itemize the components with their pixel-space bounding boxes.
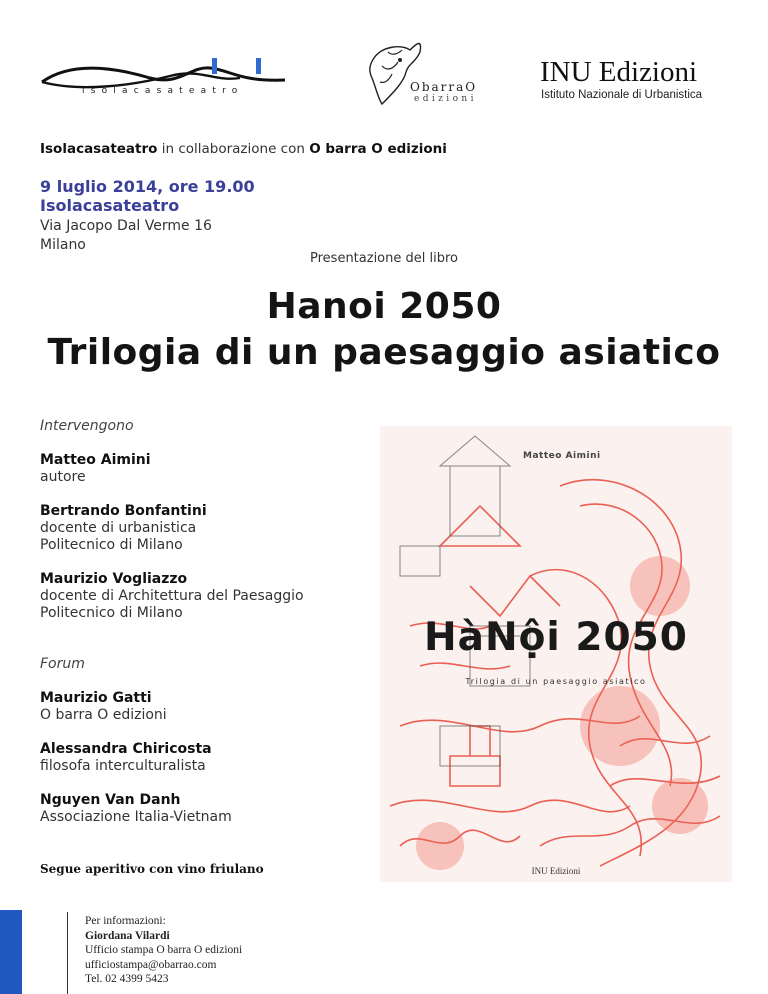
collaboration-line xyxy=(40,141,447,157)
speaker-role: O barra O edizioni xyxy=(40,707,167,723)
blue-accent-bar xyxy=(0,910,22,994)
info-phone: Tel. 02 4399 5423 xyxy=(85,973,169,985)
obarrao-logo-sub: edizioni xyxy=(414,94,477,104)
speaker-name: Maurizio Gatti xyxy=(40,690,152,706)
cover-publisher: INU Edizioni xyxy=(531,866,581,876)
speaker-role: Associazione Italia-Vietnam xyxy=(40,809,232,825)
speaker-role: autore xyxy=(40,469,86,485)
info-divider xyxy=(67,912,68,994)
speaker-name: Bertrando Bonfantini xyxy=(40,503,207,519)
speaker-role: docente di Architettura del Paesaggio xyxy=(40,588,304,604)
title-line-1: Hanoi 2050 xyxy=(266,286,502,327)
collab-org2: O barra O edizioni xyxy=(309,141,447,157)
info-label: Per informazioni: xyxy=(85,915,166,927)
page-title xyxy=(0,284,768,376)
speaker-name: Nguyen Van Danh xyxy=(40,792,181,808)
speakers-list xyxy=(40,418,360,826)
aperitivo-note: Segue aperitivo con vino friulano xyxy=(40,862,264,876)
info-office: Ufficio stampa O barra O edizioni xyxy=(85,944,243,956)
collab-org1: Isolacasateatro xyxy=(40,141,158,157)
cover-title: HàNội 2050 xyxy=(424,615,688,660)
collab-middle: in collaborazione con xyxy=(157,141,310,157)
speaker-name: Matteo Aimini xyxy=(40,452,151,468)
event-city: Milano xyxy=(40,237,86,253)
speaker-name: Maurizio Vogliazzo xyxy=(40,571,188,587)
speaker-role: filosofa interculturalista xyxy=(40,758,206,774)
contact-info xyxy=(85,914,242,987)
event-address-block xyxy=(40,217,212,255)
event-venue-name: Isolacasateatro xyxy=(40,196,180,215)
inu-logo-title: INU Edizioni xyxy=(540,56,698,88)
event-date-block xyxy=(40,177,255,215)
info-email[interactable]: ufficiostampa@obarrao.com xyxy=(85,958,217,971)
inu-logo-sub: Istituto Nazionale di Urbanistica xyxy=(541,89,703,101)
isolacasateatro-logo xyxy=(40,52,290,104)
presentation-label: Presentazione del libro xyxy=(310,251,458,266)
title-line-2: Trilogia di un paesaggio asiatico xyxy=(47,332,721,373)
event-address: Via Jacopo Dal Verme 16 xyxy=(40,218,212,234)
speaker-name: Alessandra Chiricosta xyxy=(40,741,212,757)
cover-author: Matteo Aimini xyxy=(523,451,601,461)
speaker-affiliation: Politecnico di Milano xyxy=(40,537,183,553)
isolacasateatro-logo-text: isolacasateatro xyxy=(82,86,244,96)
info-name: Giordana Vilardi xyxy=(85,929,170,942)
obarrao-logo-name: ObarraO xyxy=(410,80,478,94)
section-intervengono: Intervengono xyxy=(40,418,134,434)
cover-subtitle: Trilogia di un paesaggio asiatico xyxy=(465,677,647,686)
event-date: 9 luglio 2014, ore 19.00 xyxy=(40,177,255,196)
section-forum: Forum xyxy=(40,656,85,672)
speaker-role: docente di urbanistica xyxy=(40,520,197,536)
speaker-affiliation: Politecnico di Milano xyxy=(40,605,183,621)
